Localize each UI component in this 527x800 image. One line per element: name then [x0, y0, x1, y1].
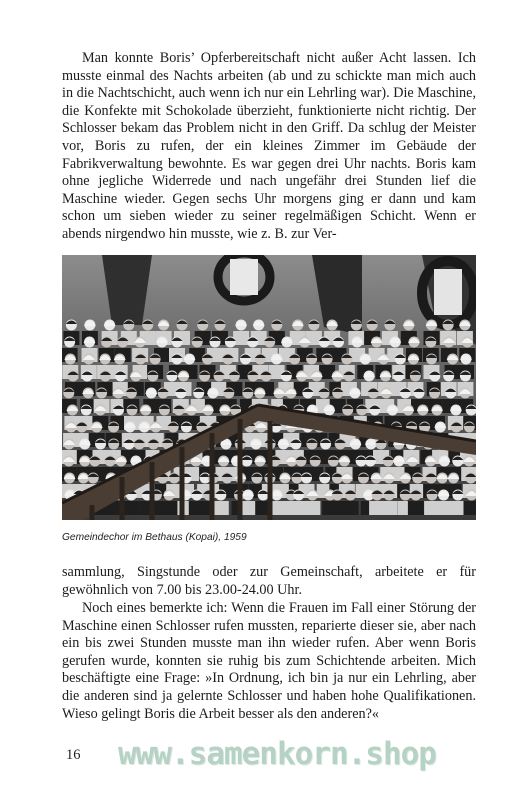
- page-number: 16: [66, 747, 81, 763]
- paragraph-continuation: sammlung, Singstunde oder zur Gemeinschaft, arbeitete er für gewöhnlich von 7.00 bis 23.00-24.00 Uhr.: [62, 564, 476, 598]
- choir-photo-illustration: [62, 255, 476, 520]
- photo-caption: Gemeindechor im Bethaus (Kopai), 1959: [62, 532, 247, 543]
- watermark-url: www.samenkorn.shop: [118, 736, 436, 772]
- choir-photo: [62, 255, 476, 520]
- paragraph-observation: Noch eines bemerkte ich: Wenn die Frauen im Fall einer Störung der Maschine einen Schlosser rufen mussten, reparierte dieser sie, aber nach ein bis zwei Stunden musste man ihn wieder rufen. Aber wenn Boris gerufen wurde, konnten sie ruhig bis zum Schichtende arbeiten. Mich beschäftigte eine Frage: »In Ordnung, ich bin ja nur ein Lehrling, aber die anderen sind ja gelernte Schlosser und haben hohe Qualifikationen. Wieso gelingt Boris die Arbeit besser als den anderen?«: [62, 600, 476, 722]
- paragraph-intro: Man konnte Boris’ Opferbereitschaft nicht außer Acht lassen. Ich musste einmal des Nachts arbeiten (ab und zu schickte man mich auch in die Nachtschicht, auch wenn ich nur ein Lehrling war). Die Maschine, die Konfekte mit Schokolade überzieht, funktionierte nicht richtig. Der Schlosser bekam das Problem nicht in den Griff. Da schlug der Meister vor, Boris zu rufen, der ein kleines Zimmer im Gebäude der Fabrikverwaltung bewohnte. Es war gegen drei Uhr nachts. Boris kam ohne jegliche Widerrede und nach ungefähr drei Stunden lief die Maschine wieder. Gegen sechs Uhr morgens ging er dann und kam schon um sieben wieder zu seiner regelmäßigen Schicht. Wenn er abends nirgendwo hin musste, wie z. B. zur Ver-: [62, 50, 476, 242]
